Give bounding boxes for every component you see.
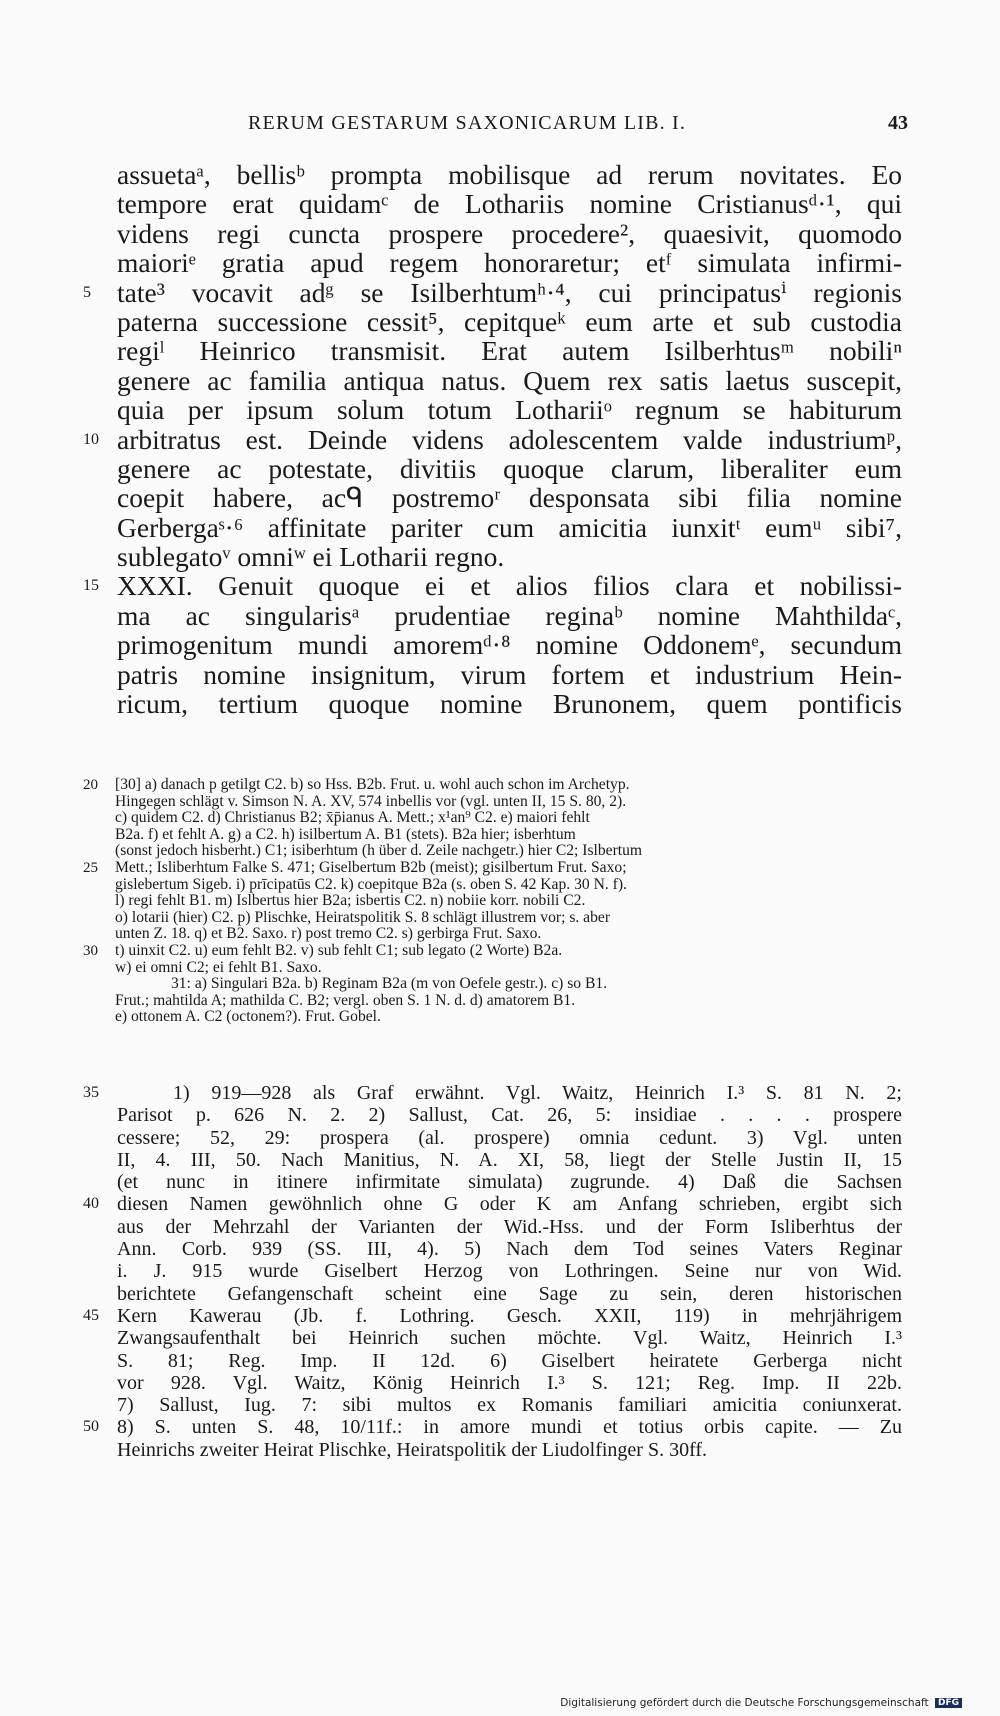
line-text: w) ei omni C2; ei fehlt B1. Saxo.	[115, 958, 322, 976]
text-line	[117, 513, 902, 542]
text-line	[117, 160, 902, 189]
line-number: 10	[83, 430, 99, 448]
line-text: Ann. Corb. 939 (SS. III, 4). 5) Nach dem Tod seines Vaters Reginar	[117, 1238, 902, 1261]
running-title: RERUM GESTARUM SAXONICARUM LIB. I.	[248, 112, 687, 134]
note-line	[117, 1372, 902, 1394]
text-line	[117, 542, 902, 571]
note-line	[117, 1238, 902, 1260]
line-text: ricum, tertium quoque nomine Brunonem, quem pontificis	[117, 688, 902, 720]
line-text: Gerbergaˢ·⁶ affinitate pariter cum amicitia iunxitᵗ eumᵘ sibi⁷,	[117, 511, 902, 543]
apparatus-line	[83, 776, 905, 794]
line-text: tempore erat quidamᶜ de Lothariis nomine Cristianusᵈ·¹, qui	[117, 188, 902, 220]
note-line	[117, 1394, 902, 1416]
apparatus-line	[115, 1009, 905, 1026]
apparatus-line	[115, 976, 905, 993]
note-line	[117, 1149, 902, 1171]
footer-text: Digitalisierung gefördert durch die Deutsche Forschungsgemeinschaft	[560, 1697, 929, 1709]
line-text: 1) 919—928 als Graf erwähnt. Vgl. Waitz, Heinrich I.³ S. 81 N. 2;	[173, 1082, 902, 1104]
note-line	[83, 1304, 902, 1327]
apparatus-line	[115, 893, 905, 910]
running-header	[248, 112, 908, 135]
line-text: 8) S. unten S. 48, 10/11f.: in amore mundi et totius orbis capite. — Zu	[117, 1416, 902, 1439]
line-text: Kern Kawerau (Jb. f. Lothring. Gesch. XXII, 119) in mehrjährigem	[117, 1304, 902, 1327]
note-line	[117, 1260, 902, 1282]
apparatus-line	[115, 993, 905, 1010]
text-line	[117, 483, 902, 512]
line-text: arbitratus est. Deinde videns adolescentem valde industriumᵖ,	[117, 423, 902, 455]
critical-apparatus	[83, 776, 905, 1026]
line-text: vor 928. Vgl. Waitz, König Heinrich I.³ S. 121; Reg. Imp. II 22b.	[117, 1371, 902, 1394]
line-text: maioriᵉ gratia apud regem honoraretur; etᶠ simulata infirmi-	[117, 247, 902, 279]
line-text: o) lotarii (hier) C2. p) Plischke, Heiratspolitik S. 8 schlägt illustrem vor; s. aber	[115, 908, 611, 926]
page-number: 43	[888, 112, 908, 134]
line-number: 40	[83, 1195, 99, 1213]
text-line	[117, 395, 902, 424]
apparatus-line	[115, 794, 905, 811]
line-text: i. J. 915 wurde Giselbert Herzog von Lothringen. Seine nur von Wid.	[117, 1260, 902, 1283]
text-line	[117, 630, 902, 659]
line-text: 7) Sallust, Iug. 7: sibi multos ex Romanis familiari amicitia coniunxerat.	[117, 1394, 902, 1417]
line-text: genere ac familia antiqua natus. Quem rex satis laetus suscepit,	[117, 364, 902, 396]
note-line	[117, 1283, 902, 1305]
note-line	[117, 1104, 902, 1126]
apparatus-line	[115, 877, 905, 894]
line-text: Frut.; mahtilda A; mathilda C. B2; vergl. oben S. 1 N. d. d) amatorem B1.	[115, 991, 576, 1009]
line-text: coepit habere, acᑫ postremoʳ desponsata sibi filia nomine	[117, 482, 902, 514]
note-line	[117, 1350, 902, 1372]
line-number: 50	[83, 1418, 99, 1436]
line-text: patris nomine insignitum, virum fortem et industrium Hein-	[117, 658, 902, 690]
line-text: c) quidem C2. d) Christianus B2; x̄p̄ianus A. Mett.; x¹an⁹ C2. e) maiori fehlt	[115, 809, 590, 827]
apparatus-line	[115, 926, 905, 943]
apparatus-line	[83, 941, 905, 960]
digitization-footer	[560, 1697, 962, 1709]
line-text: [30] a) danach p getilgt C2. b) so Hss. B2b. Frut. u. wohl auch schon im Archetyp.	[115, 776, 630, 793]
line-text: unten Z. 18. q) et B2. Saxo. r) post tremo C2. s) gerbirga Frut. Saxo.	[115, 925, 542, 943]
line-text: assuetaᵃ, bellisᵇ prompta mobilisque ad rerum novitates. Eo	[117, 159, 902, 190]
line-text: diesen Namen gewöhnlich ohne G oder K am Anfang schrieben, ergibt sich	[117, 1193, 902, 1216]
note-line	[117, 1439, 902, 1461]
line-text: l) regi fehlt B1. m) Islbertus hier B2a; isbertis C2. n) nobiie korr. nobili C2.	[115, 892, 586, 910]
note-line	[117, 1327, 902, 1349]
line-text: primogenitum mundi amoremᵈ·⁸ nomine Oddonemᵉ, secundum	[117, 629, 902, 661]
line-number: 30	[83, 942, 98, 959]
line-text: B2a. f) et fehlt A. g) a C2. h) isilbertum A. B1 (stets). B2a hier; isberhtum	[115, 825, 576, 843]
text-line	[117, 689, 902, 718]
line-text: cessere; 52, 29: prospera (al. prospere) omnia cedunt. 3) Vgl. unten	[117, 1126, 902, 1149]
note-line	[83, 1082, 902, 1104]
line-text: regiˡ Heinrico transmisit. Erat autem Isilberhtusᵐ nobiliⁿ	[117, 335, 902, 367]
line-text: sublegatoᵛ omniʷ ei Lotharii regno.	[117, 541, 505, 573]
line-number: 35	[83, 1084, 99, 1101]
note-line	[83, 1416, 902, 1439]
line-text: ma ac singularisᵃ prudentiae reginaᵇ nomine Mahthildaᶜ,	[117, 599, 902, 631]
text-line	[117, 307, 902, 336]
line-text: XXXI. Genuit quoque ei et alios filios clara et nobilissi-	[117, 570, 902, 602]
line-number: 5	[83, 283, 91, 301]
apparatus-line	[115, 810, 905, 827]
text-line	[117, 601, 902, 630]
apparatus-line	[115, 910, 905, 927]
text-line	[117, 366, 902, 395]
line-text: (sonst jedoch hisberht.) C1; isiberhtum (h über d. Zeile nachgetr.) hier C2; Islbertum	[115, 842, 643, 860]
source-notes	[83, 1082, 902, 1461]
note-line	[117, 1216, 902, 1238]
note-line	[83, 1193, 902, 1216]
text-line	[83, 276, 902, 308]
line-text: videns regi cuncta prospere procedere², quaesivit, quomodo	[117, 217, 902, 249]
line-number: 45	[83, 1306, 99, 1324]
line-text: e) ottonem A. C2 (octonem?). Frut. Gobel.	[115, 1008, 381, 1026]
line-text: Hingegen schlägt v. Simson N. A. XV, 574 inbellis vor (vgl. unten II, 15 S. 80, 2).	[115, 792, 627, 810]
line-text: II, 4. III, 50. Nach Manitius, N. A. XI, 58, liegt der Stelle Justin II, 15	[117, 1148, 902, 1171]
line-text: genere ac potestate, divitiis quoque clarum, liberaliter eum	[117, 452, 902, 484]
text-line	[117, 248, 902, 277]
text-line	[117, 336, 902, 365]
line-text: tate³ vocavit adᵍ se Isilberhtumʰ·⁴, cui principatusⁱ regionis	[117, 276, 902, 308]
text-line	[83, 423, 902, 455]
line-text: 31: a) Singulari B2a. b) Reginam B2a (m von Oefele gestr.). c) so B1.	[171, 975, 608, 993]
line-text: aus der Mehrzahl der Varianten der Wid.-Hss. und der Form Isliberhtus der	[117, 1215, 902, 1238]
line-text: paterna successione cessit⁵, cepitqueᵏ eum arte et sub custodia	[117, 305, 902, 337]
line-text: quia per ipsum solum totum Lothariiᵒ regnum se habiturum	[117, 394, 902, 426]
apparatus-line	[83, 858, 905, 877]
apparatus-line	[115, 827, 905, 844]
text-line	[117, 189, 902, 218]
line-text: t) uinxit C2. u) eum fehlt B2. v) sub fehlt C1; sub legato (2 Worte) B2a.	[115, 941, 563, 959]
note-line	[117, 1171, 902, 1193]
text-line	[83, 570, 902, 602]
line-text: Zwangsaufenthalt bei Heinrich suchen möchte. Vgl. Waitz, Heinrich I.³	[117, 1327, 902, 1350]
note-line	[117, 1127, 902, 1149]
line-text: S. 81; Reg. Imp. II 12d. 6) Giselbert heiratete Gerberga nicht	[117, 1349, 902, 1372]
line-text: Parisot p. 626 N. 2. 2) Sallust, Cat. 26, 5: insidiae . . . . prospere	[117, 1104, 902, 1127]
text-line	[117, 660, 902, 689]
text-line	[117, 219, 902, 248]
line-text: Heinrichs zweiter Heirat Plischke, Heiratspolitik der Liudolfinger S. 30ff.	[117, 1438, 708, 1461]
line-number: 20	[83, 777, 98, 793]
line-number: 15	[83, 577, 99, 595]
dfg-logo: DFG	[935, 1698, 962, 1708]
apparatus-line	[115, 843, 905, 860]
apparatus-line	[115, 960, 905, 977]
line-text: berichtete Gefangenschaft scheint eine Sage zu sein, deren historischen	[117, 1282, 902, 1305]
text-line	[117, 454, 902, 483]
line-text: (et nunc in itinere infirmitate simulata) zugrunde. 4) Daß die Sachsen	[117, 1171, 902, 1194]
line-number: 25	[83, 859, 98, 876]
main-text	[83, 159, 902, 720]
line-text: Mett.; Isliberhtum Falke S. 471; Giselbertum B2b (meist); gisilbertum Frut. Saxo;	[115, 858, 627, 876]
line-text: gislebertum Sigeb. i) prīcipatūs C2. k) coepitque B2a (s. oben S. 42 Kap. 30 N. f).	[115, 875, 627, 893]
